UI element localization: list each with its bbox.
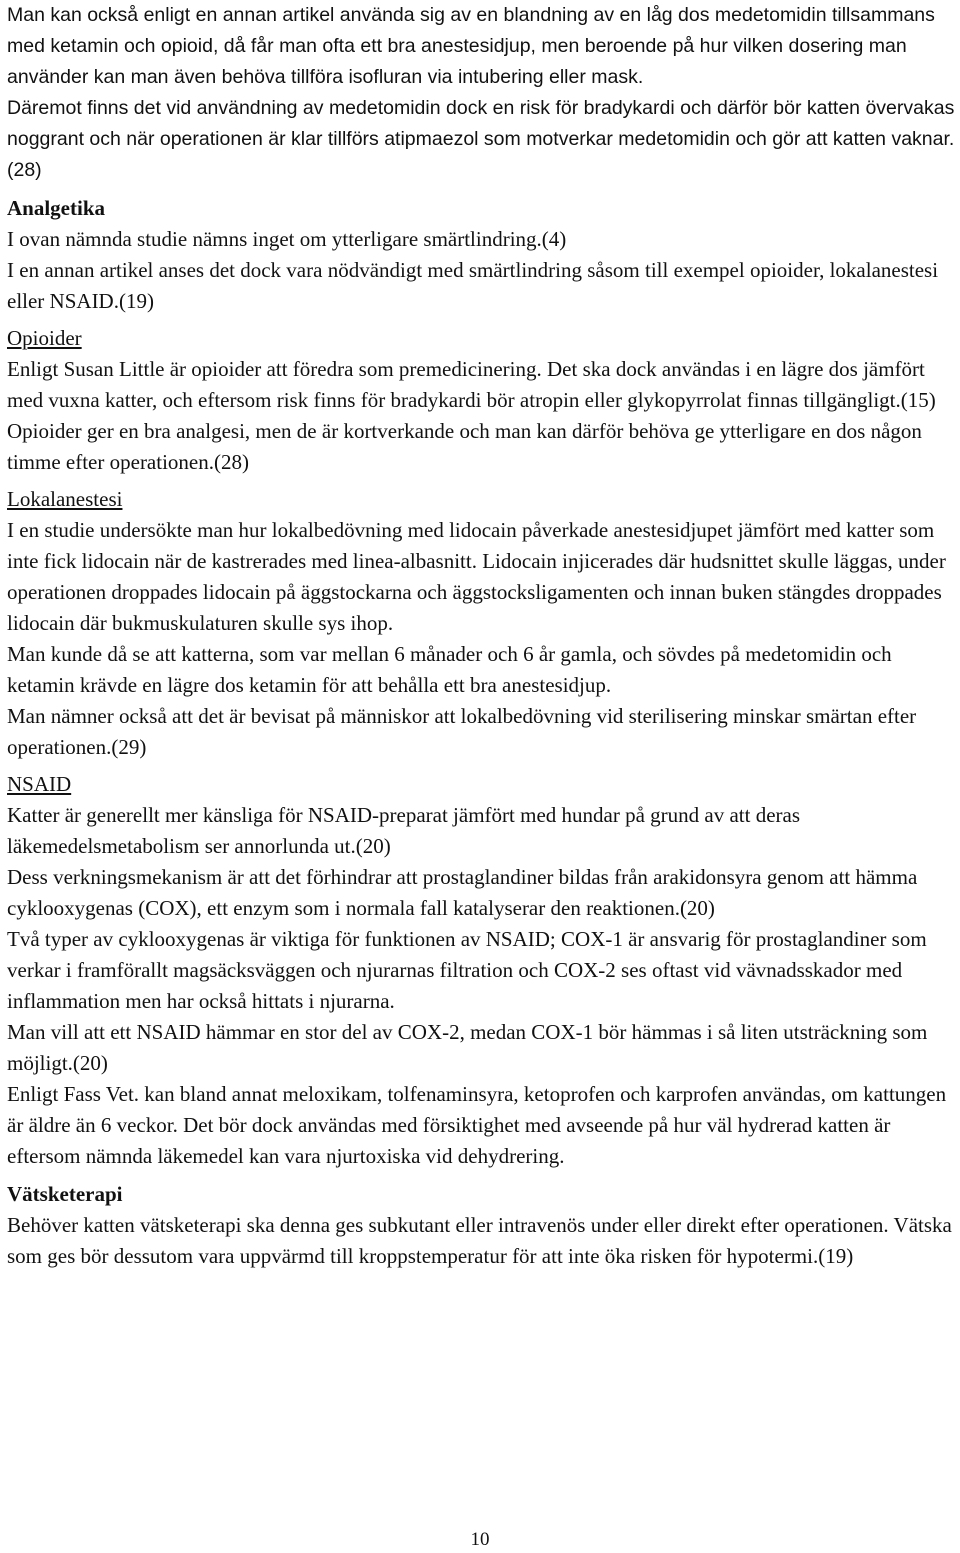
- subheading-lokalanestesi: Lokalanestesi: [7, 487, 123, 511]
- lokalanestesi-paragraph-2: Man kunde då se att katterna, som var mellan 6 månader och 6 år gamla, och sövdes på medetomidin och ketamin krävde en lägre dos ketamin för att behålla ett bra anestesidjup.: [7, 642, 892, 697]
- document-page: [7, 0, 957, 1272]
- nsaid-paragraph-1: Katter är generellt mer känsliga för NSAID-preparat jämfört med hundar på grund av att deras läkemedelsmetabolism ser annorlunda ut.(20): [7, 803, 801, 858]
- heading-vatsketerapi: Vätsketerapi: [7, 1182, 123, 1206]
- nsaid-paragraph-5: Enligt Fass Vet. kan bland annat meloxikam, tolfenaminsyra, ketoprofen och karprofen användas, om kattungen är äldre än 6 veckor. Det bör dock användas med försiktighet med avseende på hur väl hydrerad katten är eftersom nämnda läkemedel kan vara njurtoxiska vid dehydrering.: [7, 1082, 947, 1168]
- analgetika-paragraph-1: I ovan nämnda studie nämns inget om ytterligare smärtlindring.(4): [7, 227, 567, 251]
- intro-section: [7, 0, 957, 186]
- opioider-paragraph-1: Enligt Susan Little är opioider att föredra som premedicinering. Det ska dock användas i en lägre dos jämfört med vuxna katter, och eftersom risk finns för bradykardi bör atropin eller glykopyrrolat finnas tillgängligt.(15): [7, 357, 936, 412]
- intro-paragraph-2: Däremot finns det vid användning av medetomidin dock en risk för bradykardi och därför bör katten övervakas noggrant och när operationen är klar tillförs atipmaezol som motverkar medetomidin och gör att katten vaknar.(28): [7, 97, 955, 181]
- nsaid-paragraph-2: Dess verkningsmekanism är att det förhindrar att prostaglandiner bildas från arakidonsyra genom att hämma cyklooxygenas (COX), ett enzym som i normala fall katalyserar den reaktionen.(20): [7, 865, 918, 920]
- nsaid-paragraph-4: Man vill att ett NSAID hämmar en stor del av COX-2, medan COX-1 bör hämmas i så liten utsträckning som möjligt.(20): [7, 1020, 928, 1075]
- page-number: 10: [470, 1529, 490, 1550]
- vatsketerapi-paragraph-1: Behöver katten vätsketerapi ska denna ges subkutant eller intravenös under eller direkt efter operationen. Vätska som ges bör dessutom vara uppvärmd till kroppstemperatur för att inte öka risken för hypotermi.(19): [7, 1213, 952, 1268]
- heading-analgetika: Analgetika: [7, 196, 106, 220]
- lokalanestesi-paragraph-3: Man nämner också att det är bevisat på människor att lokalbedövning vid sterilisering minskar smärtan efter operationen.(29): [7, 704, 917, 759]
- lokalanestesi-paragraph-1: I en studie undersökte man hur lokalbedövning med lidocain påverkade anestesidjupet jämfört med katter som inte fick lidocain när de kastrerades med linea-albasnitt. Lidocain injicerades där hudsnittet skulle läggas, under operationen droppades lidocain på äggstockarna och äggstocksligamenten och innan buken stängdes droppades lidocain där bukmuskulaturen skulle sys ihop.: [7, 518, 946, 635]
- analgetika-paragraph-2: I en annan artikel anses det dock vara nödvändigt med smärtlindring såsom till exempel opioider, lokalanestesi eller NSAID.(19): [7, 258, 939, 313]
- opioider-paragraph-2: Opioider ger en bra analgesi, men de är kortverkande och man kan därför behöva ge ytterligare en dos någon timme efter operationen.(28): [7, 419, 922, 474]
- subheading-nsaid: NSAID: [7, 772, 72, 796]
- subheading-opioider: Opioider: [7, 326, 82, 350]
- nsaid-paragraph-3: Två typer av cyklooxygenas är viktiga för funktionen av NSAID; COX-1 är ansvarig för prostaglandiner som verkar i framförallt magsäcksväggen och njurarnas filtration och COX-2 ses oftast vid vävnadsskador med inflammation men har också hittats i njurarna.: [7, 927, 927, 1013]
- intro-paragraph-1: Man kan också enligt en annan artikel använda sig av en blandning av en låg dos medetomidin tillsammans med ketamin och opioid, då får man ofta ett bra anestesidjup, men beroende på hur vilken dosering man använder kan man även behöva tillföra isofluran via intubering eller mask.: [7, 4, 935, 88]
